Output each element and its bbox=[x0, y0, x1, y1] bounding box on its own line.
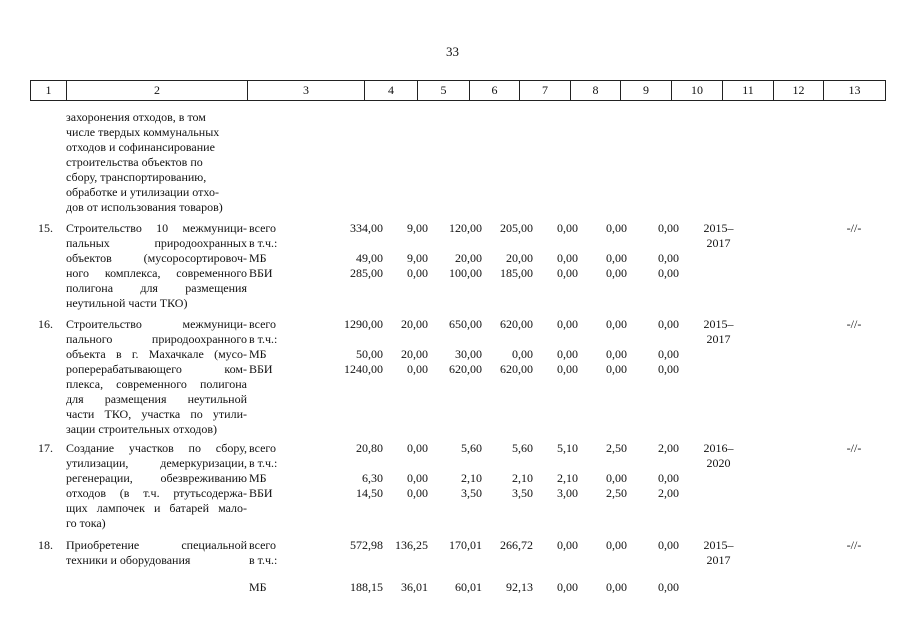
source-label: ВБИ bbox=[249, 266, 273, 280]
source-label: МБ bbox=[249, 471, 267, 485]
period-start: 2015– bbox=[703, 221, 734, 235]
row-description: Создание участков по сбору, утилизации, демеркуризации, регенерации, обезвреживанию отходов (в т.ч. ртутьсодержа- щих лампочек и батарей мало- го тока) bbox=[66, 441, 247, 530]
row-number: 16. bbox=[38, 317, 53, 331]
value-cell: 0,00 bbox=[557, 580, 578, 594]
row-number: 15. bbox=[38, 221, 53, 235]
value-cell: 0,00 bbox=[557, 221, 578, 235]
period-start: 2015– bbox=[703, 538, 734, 552]
value-cell: 14,50 bbox=[356, 486, 383, 500]
value-cell: 188,15 bbox=[350, 580, 383, 594]
value-cell: 0,00 bbox=[407, 471, 428, 485]
source-label: МБ bbox=[249, 580, 267, 594]
value-cell: 170,01 bbox=[449, 538, 482, 552]
source-label: в т.ч.: bbox=[249, 332, 278, 346]
col-header: 13 bbox=[824, 81, 886, 101]
value-cell: 2,50 bbox=[606, 486, 627, 500]
value-cell: 60,01 bbox=[455, 580, 482, 594]
value-cell: 0,00 bbox=[658, 347, 679, 361]
col-header: 4 bbox=[365, 81, 418, 101]
value-cell: 620,00 bbox=[449, 362, 482, 376]
value-cell: 0,00 bbox=[658, 221, 679, 235]
source-label: всего bbox=[249, 317, 277, 331]
value-cell: 20,80 bbox=[356, 441, 383, 455]
value-cell: 0,00 bbox=[606, 471, 627, 485]
note: -//- bbox=[846, 441, 862, 455]
value-cell: 136,25 bbox=[395, 538, 428, 552]
value-cell: 0,00 bbox=[407, 441, 428, 455]
value-cell: 0,00 bbox=[606, 580, 627, 594]
value-cell: 0,00 bbox=[557, 266, 578, 280]
value-cell: 2,10 bbox=[512, 471, 533, 485]
source-label: МБ bbox=[249, 251, 267, 265]
col-header: 7 bbox=[520, 81, 571, 101]
row-description: Приобретение специальной техники и оборудования bbox=[66, 538, 247, 567]
value-cell: 185,00 bbox=[500, 266, 533, 280]
value-cell: 9,00 bbox=[407, 251, 428, 265]
value-cell: 30,00 bbox=[455, 347, 482, 361]
value-cell: 9,00 bbox=[407, 221, 428, 235]
value-cell: 572,98 bbox=[350, 538, 383, 552]
value-cell: 120,00 bbox=[449, 221, 482, 235]
row-description: Строительство межмуници- пального природоохранного объекта в г. Махачкале (мусо- роперерабатывающего ком- плекса, современного полигона для размещения неутильной части ТКО, участка по утили- зации строительных отходов) bbox=[66, 317, 247, 436]
value-cell: 0,00 bbox=[606, 362, 627, 376]
col-header: 3 bbox=[248, 81, 365, 101]
value-cell: 334,00 bbox=[350, 221, 383, 235]
value-cell: 3,00 bbox=[557, 486, 578, 500]
continuation-text: захоронения отходов, в том числе твердых коммунальных отходов и софинансирование строительства объектов по сбору, транспортированию, обработке и утилизации отхо- дов от использования товаров) bbox=[66, 110, 223, 214]
value-cell: 2,10 bbox=[461, 471, 482, 485]
value-cell: 0,00 bbox=[658, 471, 679, 485]
value-cell: 0,00 bbox=[658, 362, 679, 376]
value-cell: 0,00 bbox=[557, 538, 578, 552]
source-label: в т.ч.: bbox=[249, 456, 278, 470]
value-cell: 0,00 bbox=[658, 580, 679, 594]
value-cell: 0,00 bbox=[557, 251, 578, 265]
source-label: в т.ч.: bbox=[249, 553, 278, 567]
source-label: МБ bbox=[249, 347, 267, 361]
period-start: 2016– bbox=[703, 441, 734, 455]
value-cell: 3,50 bbox=[512, 486, 533, 500]
col-header: 9 bbox=[621, 81, 672, 101]
value-cell: 5,60 bbox=[461, 441, 482, 455]
value-cell: 0,00 bbox=[407, 266, 428, 280]
value-cell: 2,00 bbox=[658, 441, 679, 455]
col-header: 10 bbox=[672, 81, 723, 101]
period-end: 2017 bbox=[706, 332, 731, 346]
value-cell: 0,00 bbox=[407, 486, 428, 500]
value-cell: 0,00 bbox=[606, 221, 627, 235]
value-cell: 2,50 bbox=[606, 441, 627, 455]
source-label: в т.ч.: bbox=[249, 236, 278, 250]
table-header bbox=[30, 80, 886, 101]
value-cell: 0,00 bbox=[606, 538, 627, 552]
value-cell: 2,00 bbox=[658, 486, 679, 500]
value-cell: 650,00 bbox=[449, 317, 482, 331]
value-cell: 620,00 bbox=[500, 362, 533, 376]
value-cell: 20,00 bbox=[401, 347, 428, 361]
value-cell: 0,00 bbox=[606, 347, 627, 361]
period-end: 2020 bbox=[706, 456, 731, 470]
period-end: 2017 bbox=[706, 236, 731, 250]
col-header: 11 bbox=[723, 81, 774, 101]
value-cell: 1240,00 bbox=[344, 362, 383, 376]
value-cell: 0,00 bbox=[606, 266, 627, 280]
page-number: 33 bbox=[446, 44, 459, 59]
source-label: всего bbox=[249, 441, 277, 455]
value-cell: 20,00 bbox=[401, 317, 428, 331]
value-cell: 0,00 bbox=[658, 538, 679, 552]
note: -//- bbox=[846, 221, 862, 235]
value-cell: 6,30 bbox=[362, 471, 383, 485]
value-cell: 2,10 bbox=[557, 471, 578, 485]
value-cell: 266,72 bbox=[500, 538, 533, 552]
source-label: всего bbox=[249, 538, 277, 552]
value-cell: 205,00 bbox=[500, 221, 533, 235]
row-number: 17. bbox=[38, 441, 53, 455]
note: -//- bbox=[846, 538, 862, 552]
value-cell: 3,50 bbox=[461, 486, 482, 500]
col-header: 8 bbox=[571, 81, 621, 101]
value-cell: 92,13 bbox=[506, 580, 533, 594]
value-cell: 0,00 bbox=[658, 317, 679, 331]
value-cell: 100,00 bbox=[449, 266, 482, 280]
value-cell: 0,00 bbox=[557, 362, 578, 376]
value-cell: 36,01 bbox=[401, 580, 428, 594]
col-header: 2 bbox=[67, 81, 248, 101]
value-cell: 0,00 bbox=[606, 317, 627, 331]
col-header: 6 bbox=[470, 81, 520, 101]
col-header: 1 bbox=[31, 81, 67, 101]
source-label: ВБИ bbox=[249, 486, 273, 500]
period-end: 2017 bbox=[706, 553, 731, 567]
value-cell: 20,00 bbox=[455, 251, 482, 265]
value-cell: 0,00 bbox=[658, 251, 679, 265]
value-cell: 0,00 bbox=[557, 347, 578, 361]
col-header: 5 bbox=[418, 81, 470, 101]
value-cell: 5,60 bbox=[512, 441, 533, 455]
value-cell: 50,00 bbox=[356, 347, 383, 361]
value-cell: 0,00 bbox=[606, 251, 627, 265]
source-label: ВБИ bbox=[249, 362, 273, 376]
value-cell: 620,00 bbox=[500, 317, 533, 331]
value-cell: 49,00 bbox=[356, 251, 383, 265]
value-cell: 5,10 bbox=[557, 441, 578, 455]
value-cell: 0,00 bbox=[557, 317, 578, 331]
row-number: 18. bbox=[38, 538, 53, 552]
value-cell: 1290,00 bbox=[344, 317, 383, 331]
value-cell: 285,00 bbox=[350, 266, 383, 280]
value-cell: 0,00 bbox=[512, 347, 533, 361]
value-cell: 20,00 bbox=[506, 251, 533, 265]
value-cell: 0,00 bbox=[658, 266, 679, 280]
note: -//- bbox=[846, 317, 862, 331]
col-header: 12 bbox=[774, 81, 824, 101]
row-description: Строительство 10 межмуници- пальных природоохранных объектов (мусоросортировоч- ного комплекса, современного полигона для размещения неутильной части ТКО) bbox=[66, 221, 247, 310]
source-label: всего bbox=[249, 221, 277, 235]
value-cell: 0,00 bbox=[407, 362, 428, 376]
period-start: 2015– bbox=[703, 317, 734, 331]
